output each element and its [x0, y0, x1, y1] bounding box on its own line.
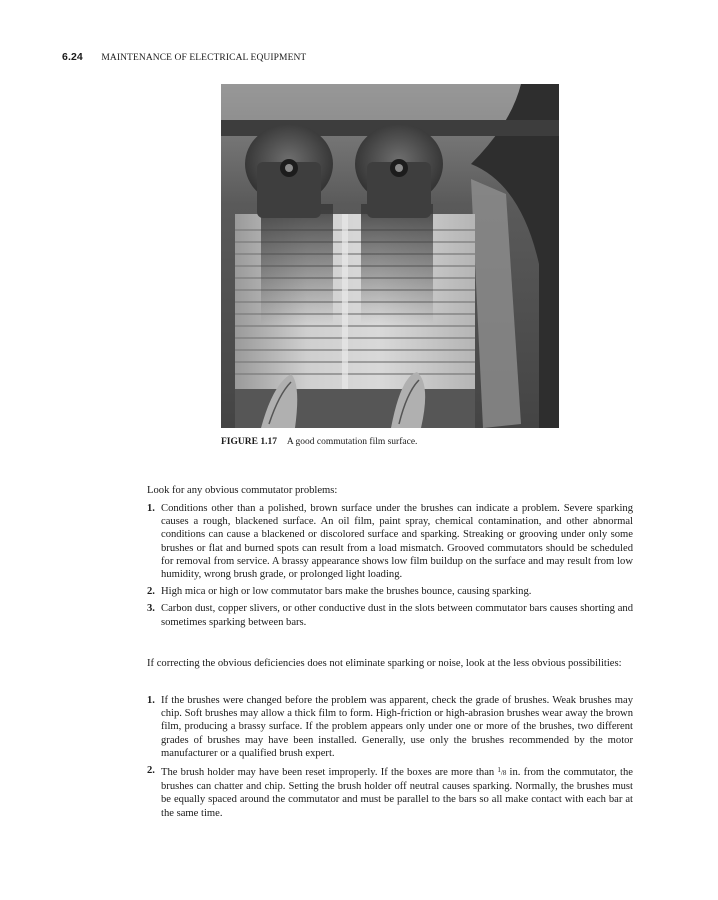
list-number: 3. [147, 603, 155, 615]
list-item-text: High mica or high or low commutator bars make the brushes bounce, causing sparking. [161, 586, 532, 598]
less-obvious-intro [147, 657, 633, 670]
text-before-fraction: The brush holder may have been reset improperly. If the boxes are more than [161, 767, 498, 779]
list-item-text [161, 767, 633, 819]
fraction-denominator: 8 [502, 769, 507, 778]
list-item [147, 694, 633, 760]
less-obvious-list [147, 694, 633, 824]
list-item [147, 585, 633, 598]
page-number: 6.24 [62, 51, 83, 63]
intro-text: Look for any obvious commutator problems: [147, 485, 338, 496]
list-number: 1. [147, 503, 155, 514]
list-item-text: Carbon dust, copper slivers, or other conductive dust in the slots between commutator bars causes shorting and sometimes sparking between bars. [161, 603, 633, 628]
list-item [147, 502, 633, 581]
list-item-text: Conditions other than a polished, brown surface under the brushes can indicate a problem. Severe sparking causes a rough, blackened surface. An oil film, paint spray, chemical contamination, and other abnormal conditions can cause a blackened or discolored surface and sparking. Streaking or grooving under only some brushes or flat and burned spots can result from a load mismatch. Grooved commutators should be scheduled for removal from service. A brassy appearance shows low film buildup on the surface and may result from low humidity, wrong brush grade, or prolonged light loading. [161, 503, 633, 581]
list-item [147, 764, 633, 820]
figure-caption [221, 437, 417, 447]
list-item [147, 602, 633, 628]
obvious-problems-list [147, 502, 633, 633]
running-head [62, 51, 306, 63]
text-after-fraction: in. from the commutator, the brushes can chatter and chip. Setting the brush holder off neutral causes sparking. Normally, the brushes must be equally spaced around the commutator and must be parallel to the bars so all make contact with each bar at the same time. [161, 767, 633, 819]
list-number: 1. [147, 695, 155, 706]
figure-caption-text: A good commutation film surface. [286, 437, 418, 447]
fraction-numerator: 1 [497, 766, 501, 775]
intro2-text: If correcting the obvious deficiencies does not eliminate sparking or noise, look at the less obvious possibilities: [147, 658, 622, 669]
list-item-text: If the brushes were changed before the problem was apparent, check the grade of brushes. Weak brushes may chip. Soft brushes may allow a thick film to form. High-friction or high-abrasion brushes wear away the brown film, producing a brassy surface. If the problem appears only under one or more of the brushes, two different grades of brushes may have been installed. Generally, use only the brushes recommended by the motor manufacturer or a qualified brush expert. [161, 695, 633, 759]
commutator-photo [221, 84, 559, 428]
chapter-title: MAINTENANCE OF ELECTRICAL EQUIPMENT [101, 53, 307, 63]
intro-paragraph [147, 484, 633, 497]
fraction: $^1$/8 [497, 766, 507, 778]
list-number: 2. [147, 765, 155, 777]
figure-label: FIGURE 1.17 [221, 437, 277, 447]
list-number: 2. [147, 586, 155, 598]
